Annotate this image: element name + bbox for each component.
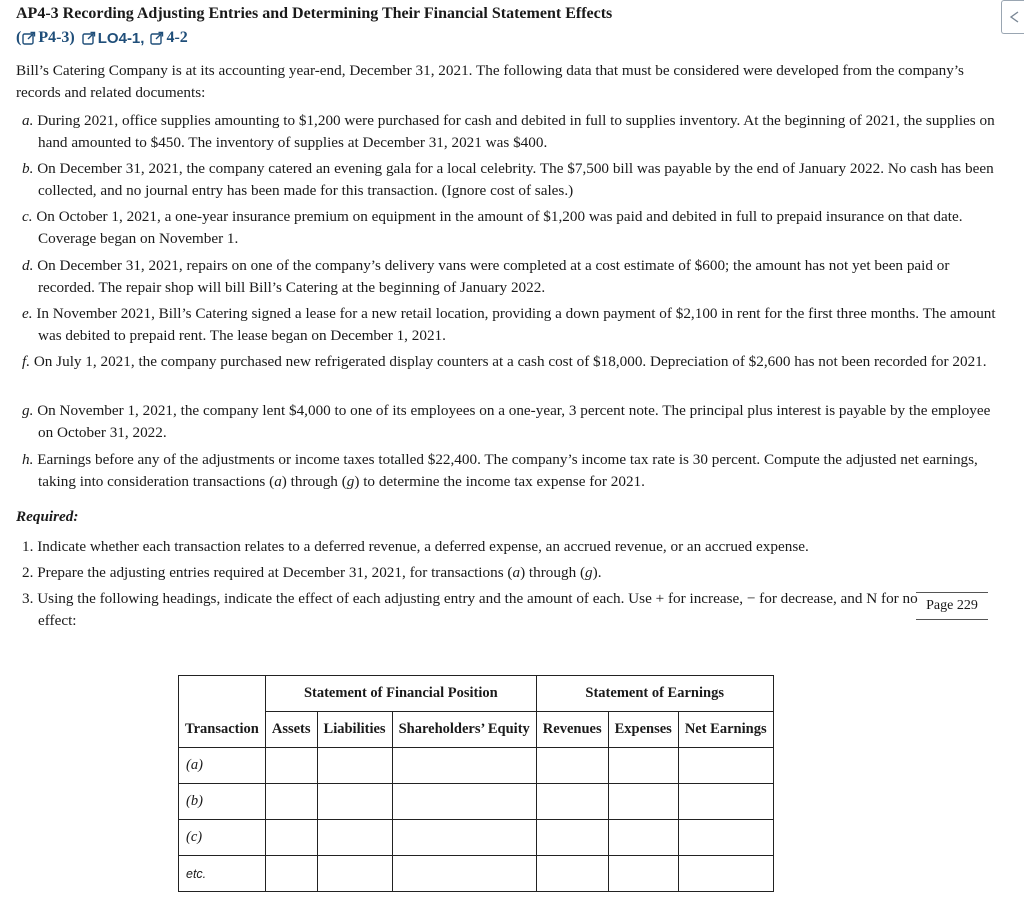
lo-ref2-text: 4-2 xyxy=(166,29,188,46)
requirement-2: 2. Prepare the adjusting entries required at December 31, 2021, for transactions (a) through (g). xyxy=(22,564,602,581)
lo-ref-link[interactable] xyxy=(81,30,145,47)
cell-revenues xyxy=(536,820,608,856)
cell-revenues xyxy=(536,784,608,820)
cell-net-earnings xyxy=(678,856,773,892)
cell-expenses xyxy=(608,784,678,820)
required-heading: Required: xyxy=(16,508,79,525)
table-group-header-row xyxy=(179,676,774,712)
transaction-item-h: h. Earnings before any of the adjustments or income taxes totalled $22,400. The company’s income tax rate is 30 percent. Compute the adjusted net earnings, taking into consideration transactions (a) through (g) to determine the income tax expense for 2021. xyxy=(22,451,978,490)
col-header-liabilities: Liabilities xyxy=(317,712,392,748)
external-link-icon xyxy=(82,31,96,45)
table-row xyxy=(179,748,774,784)
external-link-icon xyxy=(22,31,36,45)
cell-assets xyxy=(265,856,317,892)
cell-shareholders-equity xyxy=(392,784,536,820)
p-ref-text: P4-3) xyxy=(38,29,75,46)
transaction-item-d: d. On December 31, 2021, repairs on one of the company’s delivery vans were completed at a cost estimate of $600; the amount has not yet been paid or recorded. The repair shop will bill Bill’s Catering at the beginning of January 2022. xyxy=(22,257,950,296)
soe-group-header: Statement of Earnings xyxy=(536,676,773,712)
cell-liabilities xyxy=(317,748,392,784)
transaction-item-c: c. On October 1, 2021, a one-year insurance premium on equipment in the amount of $1,200 was paid and debited in full to prepaid insurance on that date. Coverage began on November 1. xyxy=(22,208,963,247)
row-label: (c) xyxy=(179,820,266,856)
table-row xyxy=(179,820,774,856)
p-ref-link[interactable] xyxy=(21,29,74,47)
cell-net-earnings xyxy=(678,748,773,784)
page-number: Page 229 xyxy=(916,592,988,620)
cell-expenses xyxy=(608,748,678,784)
blank-corner-cell xyxy=(179,676,266,712)
cell-assets xyxy=(265,784,317,820)
cell-assets xyxy=(265,820,317,856)
cell-revenues xyxy=(536,748,608,784)
cell-shareholders-equity xyxy=(392,820,536,856)
cell-expenses xyxy=(608,820,678,856)
transaction-item-a: a. During 2021, office supplies amounting to $1,200 were purchased for cash and debited in full to supplies inventory. At the beginning of 2021, the supplies on hand amounted to $450. The inventory of supplies at December 31, 2021 was $400. xyxy=(22,112,995,151)
table-row xyxy=(179,856,774,892)
col-header-net-earnings: Net Earnings xyxy=(678,712,773,748)
side-panel-toggle[interactable] xyxy=(1001,0,1024,34)
cell-shareholders-equity xyxy=(392,748,536,784)
problem-title: AP4-3 Recording Adjusting Entries and Determining Their Financial Statement Effects xyxy=(16,5,613,22)
transaction-item-f: f. On July 1, 2021, the company purchased new refrigerated display counters at a cash cost of $18,000. Depreciation of $2,600 has not been recorded for 2021. xyxy=(22,353,987,370)
col-header-assets: Assets xyxy=(265,712,317,748)
col-header-transaction: Transaction xyxy=(179,712,266,748)
transaction-item-b: b. On December 31, 2021, the company catered an evening gala for a local celebrity. The $7,500 bill was payable by the end of January 2022. No cash has been collected, and no journal entry has been made for this transaction. (Ignore cost of sales.) xyxy=(22,160,994,199)
lo-ref2-link[interactable] xyxy=(149,29,187,47)
row-label: etc. xyxy=(179,856,266,892)
table-row xyxy=(179,784,774,820)
cell-assets xyxy=(265,748,317,784)
cell-expenses xyxy=(608,856,678,892)
sfp-group-header: Statement of Financial Position xyxy=(265,676,536,712)
cell-liabilities xyxy=(317,784,392,820)
cell-liabilities xyxy=(317,820,392,856)
table-column-header-row xyxy=(179,712,774,748)
lo-ref-text: LO4-1, xyxy=(97,29,145,47)
row-label: (a) xyxy=(179,748,266,784)
reference-links xyxy=(16,29,188,47)
col-header-expenses: Expenses xyxy=(608,712,678,748)
requirement-3: 3. Using the following headings, indicate the effect of each adjusting entry and the amount of each. Use + for increase, − for decrease, and N for no effect: xyxy=(22,590,918,629)
cell-liabilities xyxy=(317,856,392,892)
cell-net-earnings xyxy=(678,784,773,820)
cell-revenues xyxy=(536,856,608,892)
external-link-icon xyxy=(150,31,164,45)
open-paren: ( xyxy=(16,29,22,46)
requirement-1: 1. Indicate whether each transaction relates to a deferred revenue, a deferred expense, an accrued revenue, or an accrued expense. xyxy=(22,538,809,555)
transaction-item-e: e. In November 2021, Bill’s Catering signed a lease for a new retail location, providing a down payment of $2,100 in rent for the first three months. The amount was debited to prepaid rent. The lease began on December 1, 2021. xyxy=(22,305,996,344)
row-label: (b) xyxy=(179,784,266,820)
transaction-item-g: g. On November 1, 2021, the company lent $4,000 to one of its employees on a one-year, 3 percent note. The principal plus interest is payable by the employee on October 31, 2022. xyxy=(22,402,991,441)
chevron-left-icon xyxy=(1008,10,1020,24)
effects-table xyxy=(178,675,774,892)
cell-shareholders-equity xyxy=(392,856,536,892)
col-header-revenues: Revenues xyxy=(536,712,608,748)
intro-paragraph: Bill’s Catering Company is at its accounting year-end, December 31, 2021. The following data that must be considered were developed from the company’s records and related documents: xyxy=(16,62,964,101)
col-header-shareholders-equity: Shareholders’ Equity xyxy=(392,712,536,748)
cell-net-earnings xyxy=(678,820,773,856)
